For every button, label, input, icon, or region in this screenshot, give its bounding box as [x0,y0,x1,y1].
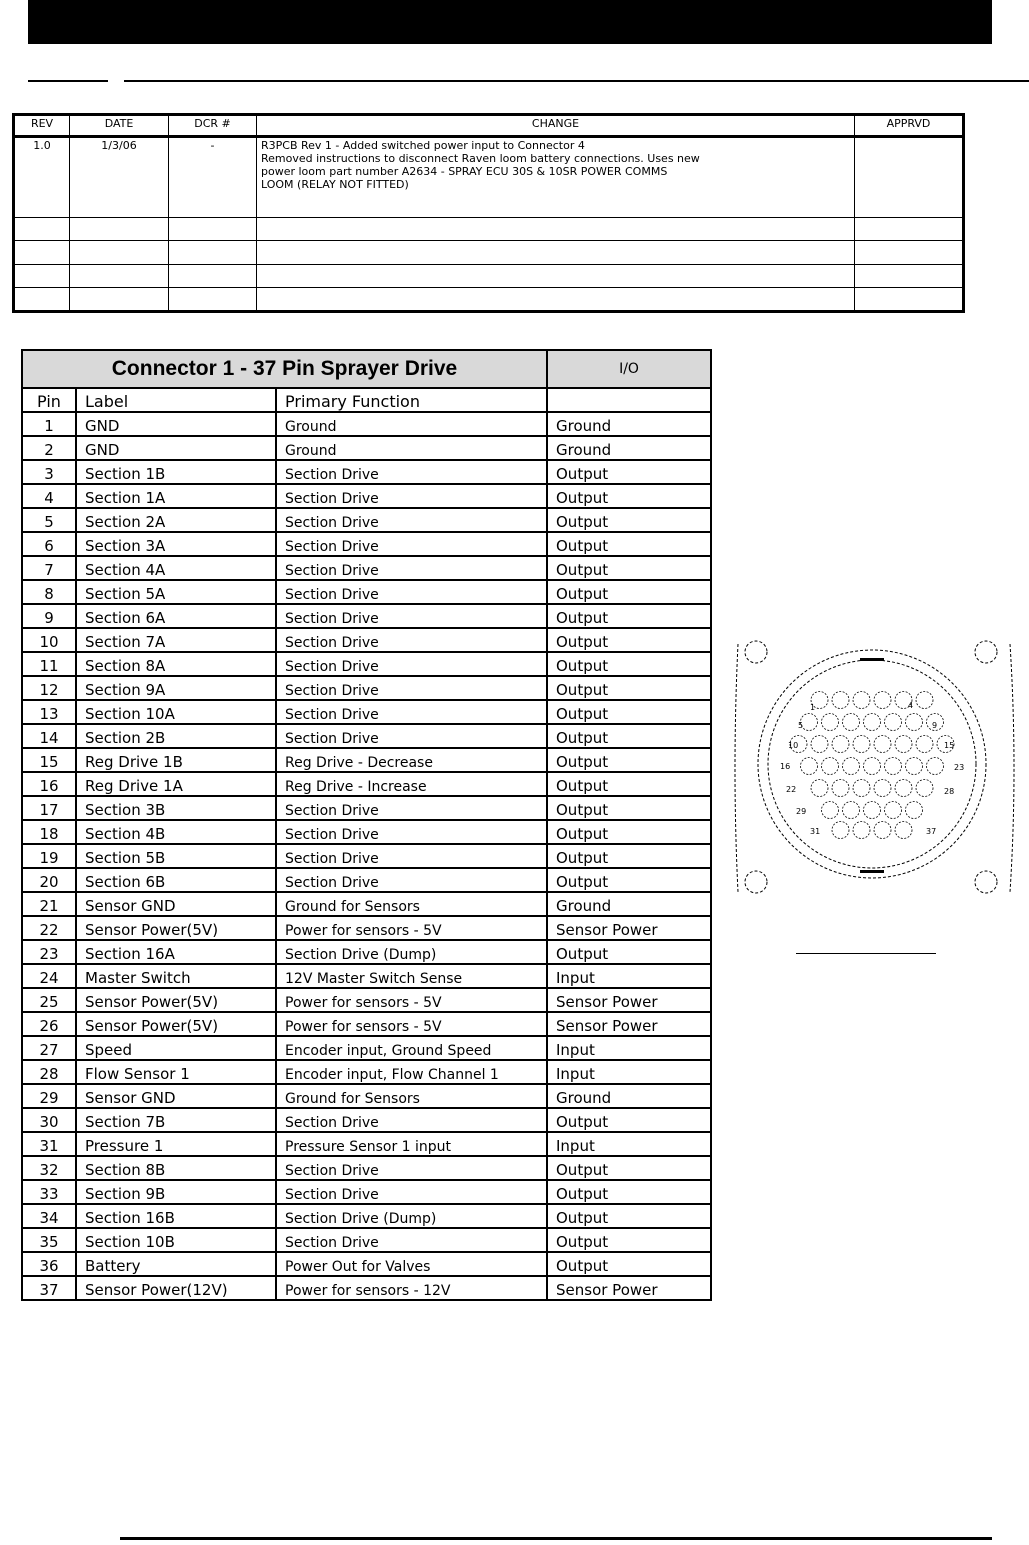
io-cell: Output [547,724,711,748]
revision-row [14,137,964,218]
label-cell: Section 16B [76,1204,276,1228]
function-cell: Encoder input, Flow Channel 1 [276,1060,547,1084]
diagram-pin-label: 31 [810,827,821,836]
flange-edge [735,644,738,892]
io-cell: Ground [547,412,711,436]
label-cell: Section 6A [76,604,276,628]
table-row [22,892,711,916]
pin-cell: 6 [22,532,76,556]
connector-pin-socket [811,780,828,797]
pin-cell: 5 [22,508,76,532]
io-cell: Output [547,676,711,700]
header-rule-short [28,80,108,82]
change-line: LOOM (RELAY NOT FITTED) [261,178,409,192]
table-row [22,436,711,460]
pin-cell: 1 [22,412,76,436]
table-row [22,1084,711,1108]
connector-pin-socket [801,758,818,775]
label-cell: Section 8A [76,652,276,676]
connector-pin-socket [895,780,912,797]
function-cell: Section Drive [276,868,547,892]
io-cell: Input [547,964,711,988]
pin-cell: 16 [22,772,76,796]
pin-cell: 30 [22,1108,76,1132]
pin-cell: 24 [22,964,76,988]
label-cell: Section 10B [76,1228,276,1252]
table-row [22,1252,711,1276]
table-row [22,796,711,820]
io-cell: Output [547,772,711,796]
revision-header-row [14,115,964,137]
function-cell: Section Drive [276,844,547,868]
pin-cell: 9 [22,604,76,628]
io-column-header [547,388,711,412]
table-row [22,772,711,796]
label-cell: Section 1A [76,484,276,508]
function-cell: Ground for Sensors [276,1084,547,1108]
apprvd-cell [855,137,964,218]
diagram-pin-label: 1 [810,703,816,712]
pin-cell: 4 [22,484,76,508]
label-cell: Reg Drive 1A [76,772,276,796]
io-cell: Output [547,1108,711,1132]
shell-inner [768,660,976,868]
connector-pin-socket [853,692,870,709]
diagram-pin-label: 37 [926,827,937,836]
key-mark [860,870,884,873]
table-row [22,1204,711,1228]
connector-pin-socket [864,802,881,819]
io-cell: Output [547,820,711,844]
table-row [22,916,711,940]
diagram-pin-label: 22 [786,785,797,794]
table-row [22,1180,711,1204]
label-cell: Section 5B [76,844,276,868]
column-header-row [22,388,711,412]
function-cell: Pressure Sensor 1 input [276,1132,547,1156]
io-cell: Ground [547,436,711,460]
pin-cell: 22 [22,916,76,940]
connector-pin-socket [853,822,870,839]
io-cell: Ground [547,1084,711,1108]
diagram-pin-label: 23 [954,763,965,772]
label-cell: Speed [76,1036,276,1060]
function-cell: Power for sensors - 5V [276,916,547,940]
table-row [22,844,711,868]
table-row [22,868,711,892]
io-cell: Output [547,844,711,868]
table-row [22,676,711,700]
table-row [22,1276,711,1300]
io-cell: Ground [547,892,711,916]
pin-cell: 15 [22,748,76,772]
label-cell: GND [76,412,276,436]
pin-cell: 13 [22,700,76,724]
function-cell: Section Drive [276,796,547,820]
io-cell: Input [547,1132,711,1156]
function-cell: Section Drive [276,556,547,580]
label-cell: Master Switch [76,964,276,988]
function-cell: Power for sensors - 5V [276,988,547,1012]
date-cell: 1/3/06 [70,137,169,218]
label-cell: Sensor Power(5V) [76,988,276,1012]
connector-pin-socket [864,758,881,775]
key-mark [860,658,884,661]
pin-cell: 31 [22,1132,76,1156]
connector-pin-socket [916,692,933,709]
label-cell: Sensor GND [76,892,276,916]
connector-pin-socket [906,758,923,775]
io-cell: Output [547,748,711,772]
label-cell: Section 10A [76,700,276,724]
io-cell: Output [547,604,711,628]
table-row [22,700,711,724]
diagram-pin-label: 16 [780,762,791,771]
label-cell: GND [76,436,276,460]
function-cell: Encoder input, Ground Speed [276,1036,547,1060]
function-cell: 12V Master Switch Sense [276,964,547,988]
io-cell: Output [547,796,711,820]
mounting-hole [975,871,997,893]
pin-cell: 21 [22,892,76,916]
function-cell: Ground [276,436,547,460]
connector-pin-socket [906,714,923,731]
function-cell: Ground for Sensors [276,892,547,916]
io-cell: Output [547,652,711,676]
table-row [22,724,711,748]
pin-cell: 25 [22,988,76,1012]
label-cell: Section 16A [76,940,276,964]
io-header: I/O [547,350,711,388]
connector-pin-socket [832,822,849,839]
table-row [22,1012,711,1036]
io-cell: Sensor Power [547,1012,711,1036]
connector-pin-socket [927,758,944,775]
connector-pinout-table [21,349,712,1301]
io-cell: Output [547,628,711,652]
pin-cell: 8 [22,580,76,604]
dcr-cell: - [169,137,257,218]
label-cell: Sensor Power(12V) [76,1276,276,1300]
revision-blank-row [14,241,964,264]
function-cell: Section Drive [276,700,547,724]
connector-pin-socket [832,736,849,753]
rev-header: REV [14,115,70,137]
io-cell: Output [547,1180,711,1204]
table-row [22,988,711,1012]
function-cell: Reg Drive - Increase [276,772,547,796]
function-cell: Section Drive [276,1180,547,1204]
pin-column-header: Pin [22,388,76,412]
function-cell: Section Drive [276,820,547,844]
function-cell: Section Drive [276,1108,547,1132]
label-cell: Section 9B [76,1180,276,1204]
pin-cell: 2 [22,436,76,460]
io-cell: Output [547,460,711,484]
connector-pin-socket [916,780,933,797]
label-cell: Section 8B [76,1156,276,1180]
connector-title-row [22,350,711,388]
shell-outer [758,650,986,878]
pin-cell: 37 [22,1276,76,1300]
label-cell: Battery [76,1252,276,1276]
function-cell: Section Drive [276,676,547,700]
pin-cell: 34 [22,1204,76,1228]
label-cell: Section 4B [76,820,276,844]
diagram-pin-label: 5 [798,721,804,730]
function-cell: Power for sensors - 5V [276,1012,547,1036]
connector-pin-socket [874,822,891,839]
mounting-hole [975,641,997,663]
function-cell: Section Drive [276,628,547,652]
date-header: DATE [70,115,169,137]
connector-pin-socket [864,714,881,731]
revision-blank-row [14,287,964,311]
connector-pin-socket [874,780,891,797]
change-cell [257,137,855,218]
connector-pin-socket [843,802,860,819]
change-line: Removed instructions to disconnect Raven loom battery connections. Uses new [261,152,700,166]
pin-cell: 18 [22,820,76,844]
table-row [22,484,711,508]
table-row [22,820,711,844]
io-cell: Output [547,556,711,580]
table-row [22,1036,711,1060]
function-cell: Ground [276,412,547,436]
pin-cell: 7 [22,556,76,580]
label-column-header: Label [76,388,276,412]
label-cell: Section 3A [76,532,276,556]
io-cell: Output [547,1228,711,1252]
pin-cell: 12 [22,676,76,700]
io-cell: Sensor Power [547,916,711,940]
label-cell: Section 6B [76,868,276,892]
connector-pin-socket [811,736,828,753]
connector-pin-socket [874,692,891,709]
function-cell: Section Drive [276,1228,547,1252]
pin-cell: 27 [22,1036,76,1060]
change-line: R3PCB Rev 1 - Added switched power input to Connector 4 [261,139,585,153]
connector-pin-socket [832,780,849,797]
io-cell: Output [547,484,711,508]
io-cell: Sensor Power [547,988,711,1012]
table-row [22,1156,711,1180]
pin-cell: 32 [22,1156,76,1180]
connector-pin-socket [822,802,839,819]
label-cell: Section 7B [76,1108,276,1132]
connector-pin-socket [895,822,912,839]
connector-diagram [724,624,1024,914]
pin-cell: 20 [22,868,76,892]
table-row [22,460,711,484]
table-row [22,532,711,556]
table-row [22,1132,711,1156]
connector-pin-socket [906,802,923,819]
diagram-pin-label: 10 [788,741,799,750]
table-row [22,1108,711,1132]
function-cell: Reg Drive - Decrease [276,748,547,772]
label-cell: Section 3B [76,796,276,820]
table-row [22,508,711,532]
diagram-pin-label: 15 [944,741,955,750]
mounting-hole [745,641,767,663]
pin-cell: 14 [22,724,76,748]
io-cell: Output [547,1156,711,1180]
connector-pin-socket [885,758,902,775]
pin-cell: 10 [22,628,76,652]
label-cell: Pressure 1 [76,1132,276,1156]
table-row [22,1228,711,1252]
io-cell: Sensor Power [547,1276,711,1300]
table-row [22,964,711,988]
table-row [22,748,711,772]
mounting-hole [745,871,767,893]
label-cell: Sensor Power(5V) [76,1012,276,1036]
io-cell: Output [547,580,711,604]
label-cell: Section 1B [76,460,276,484]
table-row [22,604,711,628]
change-line: power loom part number A2634 - SPRAY ECU 30S & 10SR POWER COMMS [261,165,668,179]
change-header: CHANGE [257,115,855,137]
diagram-pin-label: 9 [932,721,938,730]
table-row [22,1060,711,1084]
connector-pin-socket [853,780,870,797]
connector-pin-socket [843,714,860,731]
apprvd-header: APPRVD [855,115,964,137]
connector-pin-socket [885,802,902,819]
connector-pin-socket [885,714,902,731]
io-cell: Output [547,940,711,964]
connector-title: Connector 1 - 37 Pin Sprayer Drive [22,350,547,388]
function-column-header: Primary Function [276,388,547,412]
pin-cell: 29 [22,1084,76,1108]
flange-edge [1010,644,1014,892]
revision-blank-row [14,218,964,241]
pin-cell: 19 [22,844,76,868]
function-cell: Section Drive [276,652,547,676]
io-cell: Output [547,532,711,556]
pin-cell: 26 [22,1012,76,1036]
diagram-pin-label: 28 [944,787,955,796]
connector-pin-socket [916,736,933,753]
label-cell: Section 2B [76,724,276,748]
diagram-pin-label: 29 [796,807,807,816]
function-cell: Section Drive [276,484,547,508]
table-row [22,580,711,604]
diagram-pin-label: 4 [908,701,914,710]
label-cell: Reg Drive 1B [76,748,276,772]
function-cell: Power Out for Valves [276,1252,547,1276]
function-cell: Section Drive (Dump) [276,1204,547,1228]
function-cell: Section Drive (Dump) [276,940,547,964]
table-row [22,940,711,964]
connector-pin-socket [853,736,870,753]
pin-cell: 36 [22,1252,76,1276]
function-cell: Section Drive [276,532,547,556]
pin-cell: 35 [22,1228,76,1252]
pin-cell: 23 [22,940,76,964]
footer-rule [120,1537,992,1540]
io-cell: Output [547,508,711,532]
function-cell: Section Drive [276,580,547,604]
io-cell: Output [547,1252,711,1276]
connector-pin-socket [832,692,849,709]
io-cell: Output [547,1204,711,1228]
function-cell: Section Drive [276,460,547,484]
function-cell: Section Drive [276,724,547,748]
diagram-caption-line [796,953,936,954]
pin-cell: 28 [22,1060,76,1084]
connector-pin-socket [822,714,839,731]
revision-table [12,113,965,313]
function-cell: Section Drive [276,1156,547,1180]
pin-cell: 3 [22,460,76,484]
pin-cell: 17 [22,796,76,820]
header-bar [28,0,992,44]
connector-pin-socket [843,758,860,775]
io-cell: Input [547,1036,711,1060]
function-cell: Section Drive [276,508,547,532]
rev-cell: 1.0 [14,137,70,218]
label-cell: Flow Sensor 1 [76,1060,276,1084]
table-row [22,652,711,676]
pin-cell: 33 [22,1180,76,1204]
table-row [22,556,711,580]
connector-pin-socket [822,758,839,775]
label-cell: Sensor GND [76,1084,276,1108]
dcr-header: DCR # [169,115,257,137]
function-cell: Section Drive [276,604,547,628]
label-cell: Section 7A [76,628,276,652]
connector-pin-socket [895,736,912,753]
connector-pin-socket [874,736,891,753]
label-cell: Section 4A [76,556,276,580]
table-row [22,412,711,436]
function-cell: Power for sensors - 12V [276,1276,547,1300]
pin-cell: 11 [22,652,76,676]
table-row [22,628,711,652]
label-cell: Section 9A [76,676,276,700]
label-cell: Section 2A [76,508,276,532]
header-rule-long [124,80,1029,82]
revision-blank-row [14,264,964,287]
label-cell: Sensor Power(5V) [76,916,276,940]
label-cell: Section 5A [76,580,276,604]
io-cell: Output [547,868,711,892]
io-cell: Output [547,700,711,724]
io-cell: Input [547,1060,711,1084]
